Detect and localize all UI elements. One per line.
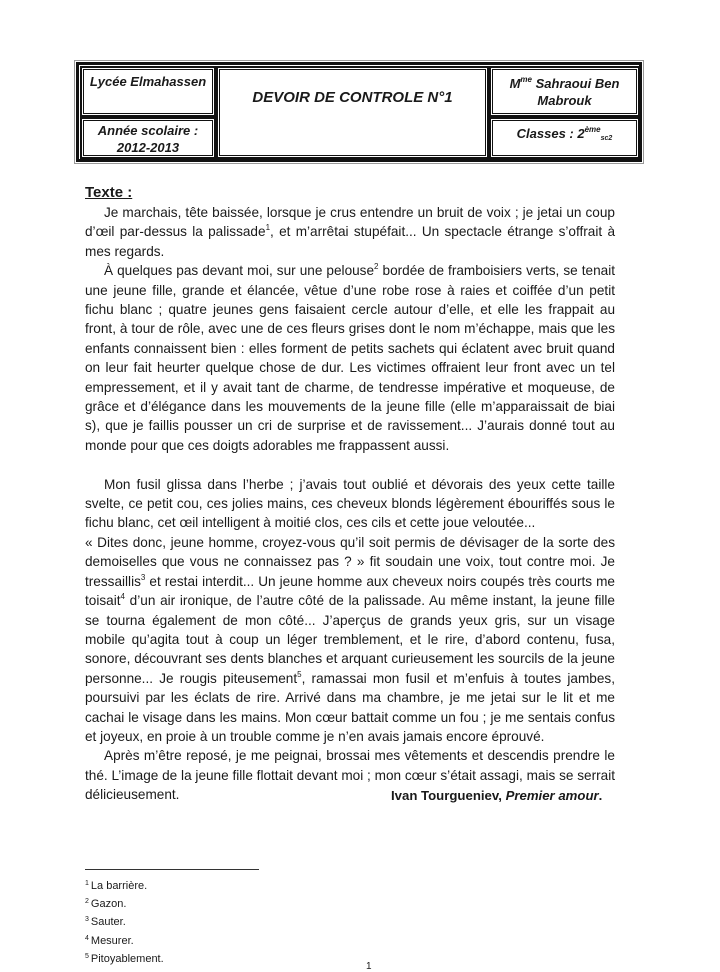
school-cell [83,69,213,114]
classes-cell [492,120,637,156]
paragraph-2 [85,261,615,455]
footnote-ref-4[interactable]: 4 [120,592,125,602]
classes-sup: ème [584,125,601,134]
p1-text-a: Je marchais, tête baissée, lorsque je crus entendre un bruit de voix ; je jetai un coup d’œil par-dessus la palissade [85,205,615,240]
footnote-ref-5[interactable]: 5 [297,669,302,679]
footnote-3 [85,912,164,930]
footnote-text: La barrière. [90,880,148,892]
teacher-prefix-sup: me [520,75,532,84]
footnote-ref-3[interactable]: 3 [140,572,146,582]
school-year-cell [83,120,213,156]
classes-sub: sc2 [600,135,613,142]
footnote-number: 3 [85,916,89,924]
footnote-text: Gazon. [90,898,127,911]
signature-period: . [598,788,603,803]
work-title: Premier amour [505,788,599,803]
footnote-1 [85,876,164,894]
footnote-separator [85,869,259,870]
footnotes [85,876,164,967]
paragraph-3 [85,475,615,533]
footnote-text: Sauter. [90,916,126,929]
section-title: Texte : [85,184,133,201]
p4-text-a: « Dites donc, jeune homme, croyez-vous qu’il soit permis de dévisager de la sorte des demoiselles que vous ne connaissez pas ? » fit soudain une voix, tout contre moi. Je tressaillis [85,534,615,589]
p1-text-b: , et m’arrêtai stupéfait... Un spectacle étrange s’offrait à mes regards. [85,224,615,259]
footnote-5 [85,949,164,967]
footnote-ref-2[interactable]: 2 [374,262,379,272]
text-body [85,203,615,805]
p5-text: Après m’être reposé, je me peignai, brossai mes vêtements et descendis prendre le thé. L’image de la jeune fille flottait devant moi ; mon cœur s’était assagi, mais se serrait délicieusement. [85,748,615,803]
teacher-name: Sahraoui Ben [531,76,620,91]
paragraph-4 [85,533,615,746]
teacher-line-2: Mabrouk [537,93,592,108]
footnote-text: Mesurer. [90,934,134,947]
header-table [76,62,642,162]
paragraph-1 [85,203,615,261]
p2-text-b: bordée de framboisiers verts, se tenait une jeune fille, grande et élancée, vêtue d’une robe rose à raies et coiffée d’un petit fichu blanc ; quatre jeunes gens faisaient cercle autour d’elle, et elle les frappait au front, à tour de rôle, avec une de ces fleurs grises dont le nom m’échappe, mais que les enfants connaissent bien : elles forment de petits sachets qui éclatent avec bruit quand on leur fait heurter quelque chose de dur. Les victimes offraient leur front avec un tel empressement, et il y avait tant de charme, de tendresse impérative et moqueuse, de grâce et d’élégance dans les mouvements de la jeune fille (elle m’apparaissait de biai s), que je faillis pousser un cri de surprise et de ravissement... J’aurais donné tout au monde pour que ces doigts adorables me frappassent aussi. [85,263,615,453]
footnote-ref-1[interactable]: 1 [265,223,271,233]
exam-title-cell [219,69,486,156]
footnote-number: 4 [85,934,89,942]
teacher-prefix: M [509,76,521,91]
p4-text-c: d’un air ironique, de l’autre côté de la palissade. Au même instant, la jeune fille se tourna également de mon côté... J’aperçus de grands yeux gris, sur un visage mobile qu’agita tout à coup un léger tremblement, et le rire, d’abord contenu, fusa, sonore, découvrant ses dents blanches et arquant curieusement les sourcils de la jeune personne... Je rougis piteusement [85,593,615,686]
footnote-number: 2 [85,898,89,906]
signature [391,788,602,803]
page-number: 1 [366,961,372,972]
author-name: Ivan Tourgueniev, [391,788,506,803]
classes-label: Classes : 2 [516,126,585,141]
school-year-label: Année scolaire : [97,123,199,138]
exam-title: DEVOIR DE CONTROLE N°1 [252,89,453,106]
p2-text-a: À quelques pas devant moi, sur une pelouse [104,263,375,279]
p4-text-d: , ramassai mon fusil et m’enfuis à toutes jambes, poursuivi par les éclats de rire. Arrivé dans ma chambre, je me jetai sur le lit et me cachai le visage dans les mains. Mon cœur battait comme un fou ; je me sentais confus et joyeux, en proie à un trouble comme je n’en avais jamais encore éprouvé. [85,670,615,744]
footnote-2 [85,894,164,912]
footnote-number: 5 [85,952,89,960]
footnote-number: 1 [85,880,89,887]
paragraph-gap [85,455,615,474]
footnote-text: Pitoyablement. [90,952,164,965]
p3-text: Mon fusil glissa dans l’herbe ; j’avais tout oublié et dévorais des yeux cette taille svelte, ce petit cou, ces jolies mains, ces cheveux blonds légèrement ébouriffés sous le fichu blanc, cet œil intelligent à moitié clos, ces cils et cette joue veloutée... [85,476,615,531]
p4-text-b: et restai interdit... Un jeune homme aux cheveux noirs coupés très courts me toisait [85,573,615,609]
teacher-cell [492,69,637,114]
school-year-value: 2012-2013 [116,140,180,155]
footnote-4 [85,931,164,949]
school-name: Lycée Elmahassen [89,74,207,89]
teacher-line-1 [493,71,636,92]
